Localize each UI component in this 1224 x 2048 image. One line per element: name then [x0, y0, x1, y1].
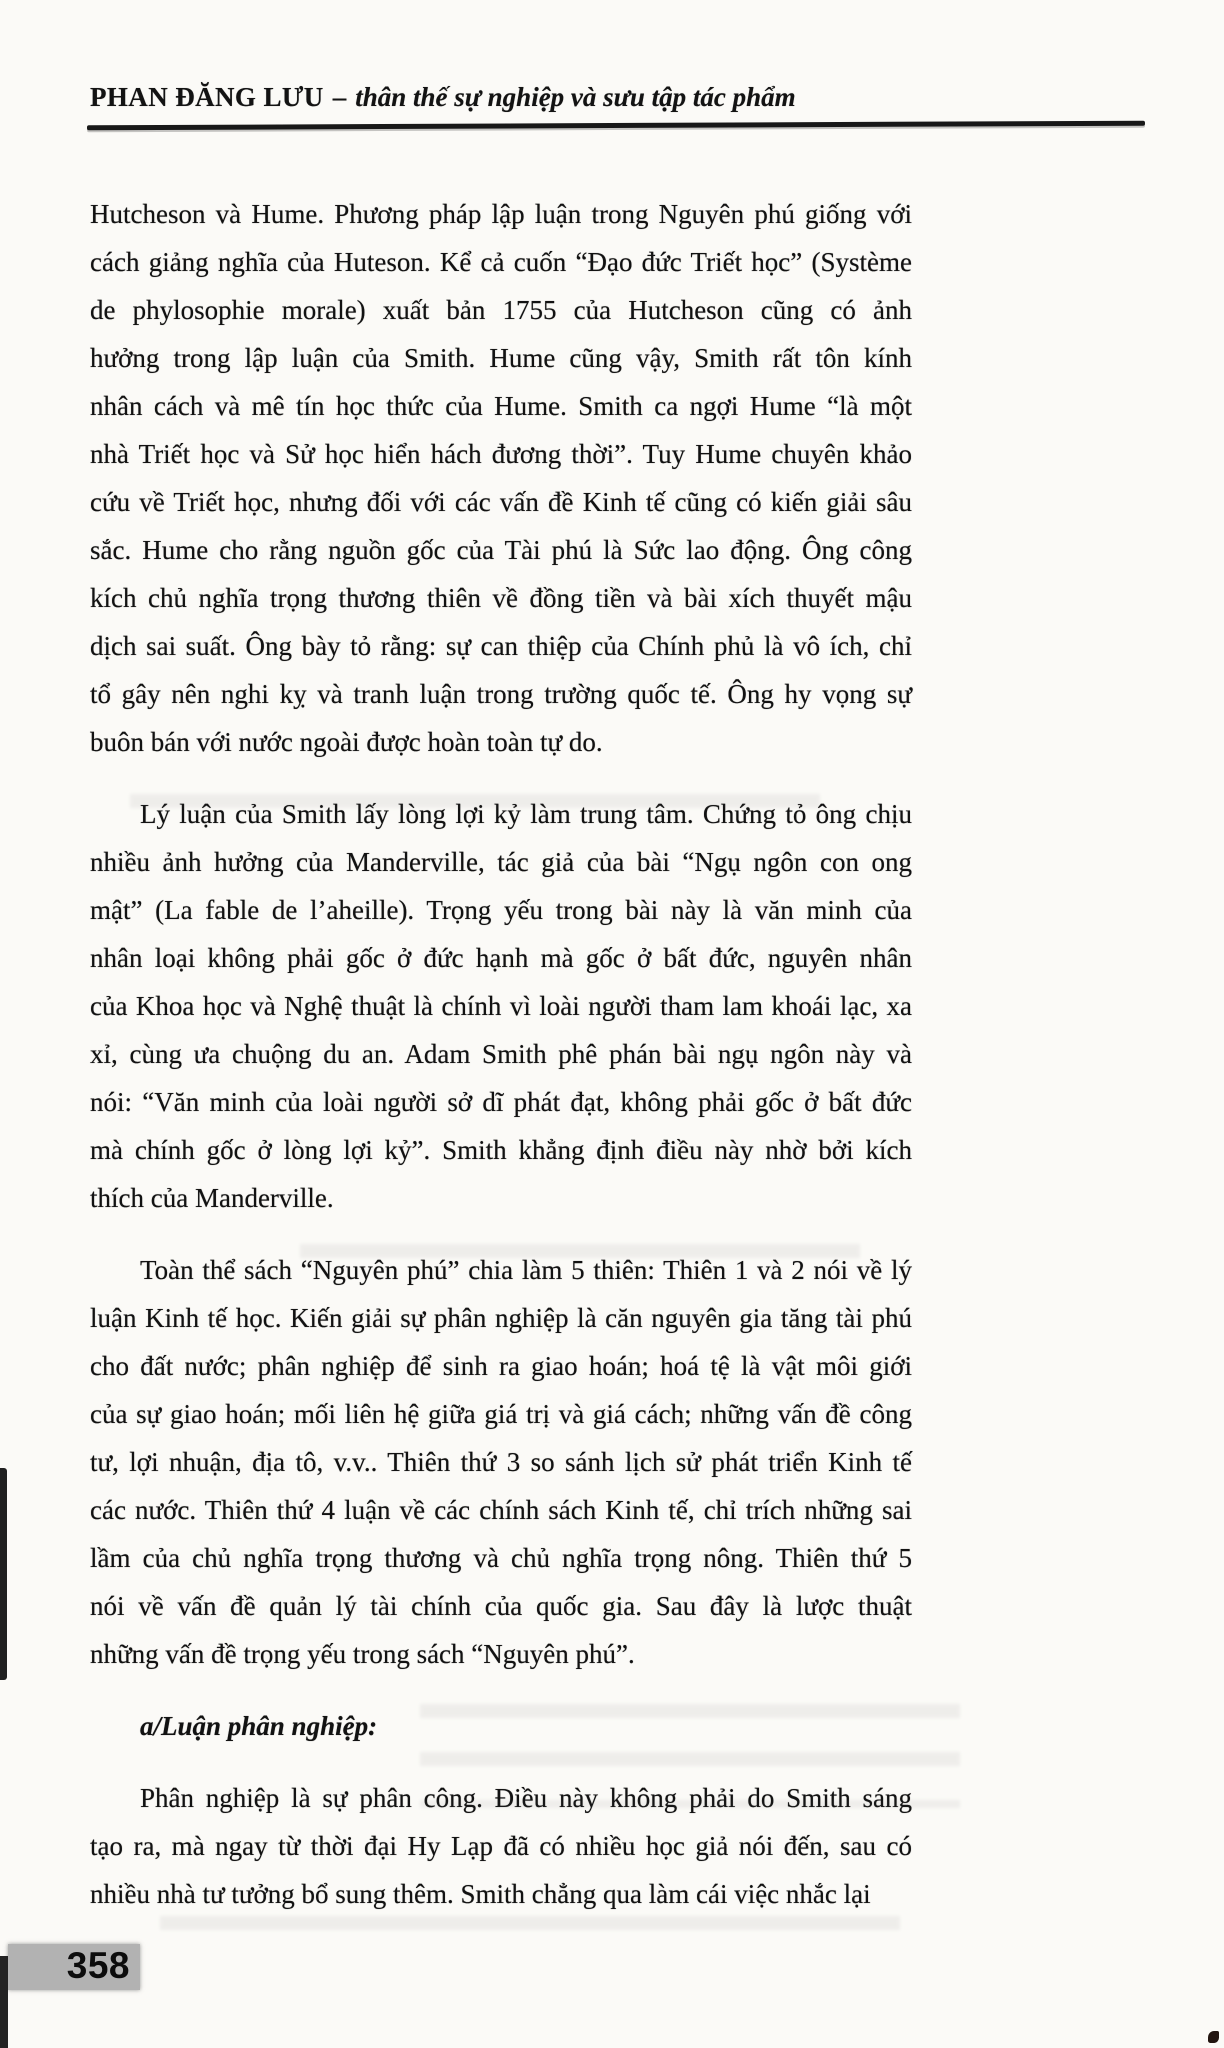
text-line: các nước. Thiên thứ 4 luận về các chính sách Kinh tế, chỉ trích những sai — [90, 1495, 912, 1525]
text-line: nhân loại không phải gốc ở đức hạnh mà gốc ở bất đức, nguyên nhân — [90, 943, 912, 973]
text-line: của sự giao hoán; mối liên hệ giữa giá trị và giá cách; những vấn đề công — [90, 1399, 912, 1429]
paragraph — [90, 1774, 912, 1918]
running-header-subtitle: thân thế sự nghiệp và sưu tập tác phẩm — [355, 82, 796, 112]
text-line: Lý luận của Smith lấy lòng lợi kỷ làm trung tâm. Chứng tỏ ông chịu — [140, 799, 912, 829]
header-rule — [87, 121, 1145, 131]
running-header-author: PHAN ĐĂNG LƯU — [90, 82, 324, 112]
text-line: tạo ra, mà ngay từ thời đại Hy Lạp đã có nhiều học giả nói đến, sau có — [90, 1831, 912, 1861]
text-line: tư, lợi nhuận, địa tô, v.v.. Thiên thứ 3 so sánh lịch sử phát triển Kinh tế — [90, 1447, 912, 1477]
text-line: những vấn đề trọng yếu trong sách “Nguyên phú”. — [90, 1639, 635, 1669]
paragraph — [90, 790, 912, 1222]
text-line: Toàn thể sách “Nguyên phú” chia làm 5 thiên: Thiên 1 và 2 nói về lý — [140, 1255, 912, 1285]
text-line: nói: “Văn minh của loài người sở dĩ phát đạt, không phải gốc ở bất đức — [90, 1087, 912, 1117]
text-line: nhiều ảnh hưởng của Manderville, tác giả của bài “Ngụ ngôn con ong — [90, 847, 912, 877]
text-line: luận Kinh tế học. Kiến giải sự phân nghiệp là căn nguyên gia tăng tài phú — [90, 1303, 912, 1333]
text-line: buôn bán với nước ngoài được hoàn toàn tự do. — [90, 727, 603, 757]
body-text — [90, 190, 912, 1942]
page-number: 358 — [66, 1945, 130, 1986]
scan-corner-mark — [1208, 2031, 1219, 2043]
text-line: tổ gây nên nghi kỵ và tranh luận trong trường quốc tế. Ông hy vọng sự — [90, 679, 912, 709]
text-line: nhà Triết học và Sử học hiển hách đương thời”. Tuy Hume chuyên khảo — [90, 439, 912, 469]
text-line: lầm của chủ nghĩa trọng thương và chủ nghĩa trọng nông. Thiên thứ 5 — [90, 1543, 912, 1573]
paragraph — [90, 1246, 912, 1678]
text-line: cứu về Triết học, nhưng đối với các vấn đề Kinh tế cũng có kiến giải sâu — [90, 487, 912, 517]
paragraph — [90, 190, 912, 766]
text-line: nhân cách và mê tín học thức của Hume. Smith ca ngợi Hume “là một — [90, 391, 912, 421]
text-line: sắc. Hume cho rằng nguồn gốc của Tài phú là Sức lao động. Ông công — [90, 535, 912, 565]
text-line: Phân nghiệp là sự phân công. Điều này không phải do Smith sáng — [140, 1783, 912, 1813]
text-line: nhiều nhà tư tưởng bổ sung thêm. Smith chẳng qua làm cái việc nhắc lại — [90, 1879, 871, 1909]
text-line: Hutcheson và Hume. Phương pháp lập luận trong Nguyên phú giống với — [90, 199, 912, 229]
page-number-band — [8, 1944, 140, 1990]
text-line: nói về vấn đề quản lý tài chính của quốc gia. Sau đây là lược thuật — [90, 1591, 912, 1621]
text-line: dịch sai suất. Ông bày tỏ rằng: sự can thiệp của Chính phủ là vô ích, chỉ — [90, 631, 912, 661]
running-header — [90, 82, 1160, 113]
scan-edge-artifact — [0, 1956, 8, 2048]
text-line: mà chính gốc ở lòng lợi kỷ”. Smith khẳng định điều này nhờ bởi kích — [90, 1135, 912, 1165]
text-line: xỉ, cùng ưa chuộng du an. Adam Smith phê phán bài ngụ ngôn này và — [90, 1039, 912, 1069]
text-line: a/Luận phân nghiệp: — [140, 1711, 378, 1741]
text-line: cho đất nước; phân nghiệp để sinh ra giao hoán; hoá tệ là vật môi giới — [90, 1351, 912, 1381]
text-line: hưởng trong lập luận của Smith. Hume cũng vậy, Smith rất tôn kính — [90, 343, 912, 373]
text-line: cách giảng nghĩa của Huteson. Kể cả cuốn “Đạo đức Triết học” (Système — [90, 247, 912, 277]
section-heading — [90, 1702, 912, 1750]
running-header-separator: – — [332, 82, 347, 112]
text-line: mật” (La fable de l’aheille). Trọng yếu trong bài này là văn minh của — [90, 895, 912, 925]
text-line: thích của Manderville. — [90, 1183, 334, 1213]
text-line: kích chủ nghĩa trọng thương thiên về đồng tiền và bài xích thuyết mậu — [90, 583, 912, 613]
text-line: de phylosophie morale) xuất bản 1755 của Hutcheson cũng có ảnh — [90, 295, 912, 325]
text-line: của Khoa học và Nghệ thuật là chính vì loài người tham lam khoái lạc, xa — [90, 991, 912, 1021]
scan-edge-artifact — [0, 1468, 7, 1680]
